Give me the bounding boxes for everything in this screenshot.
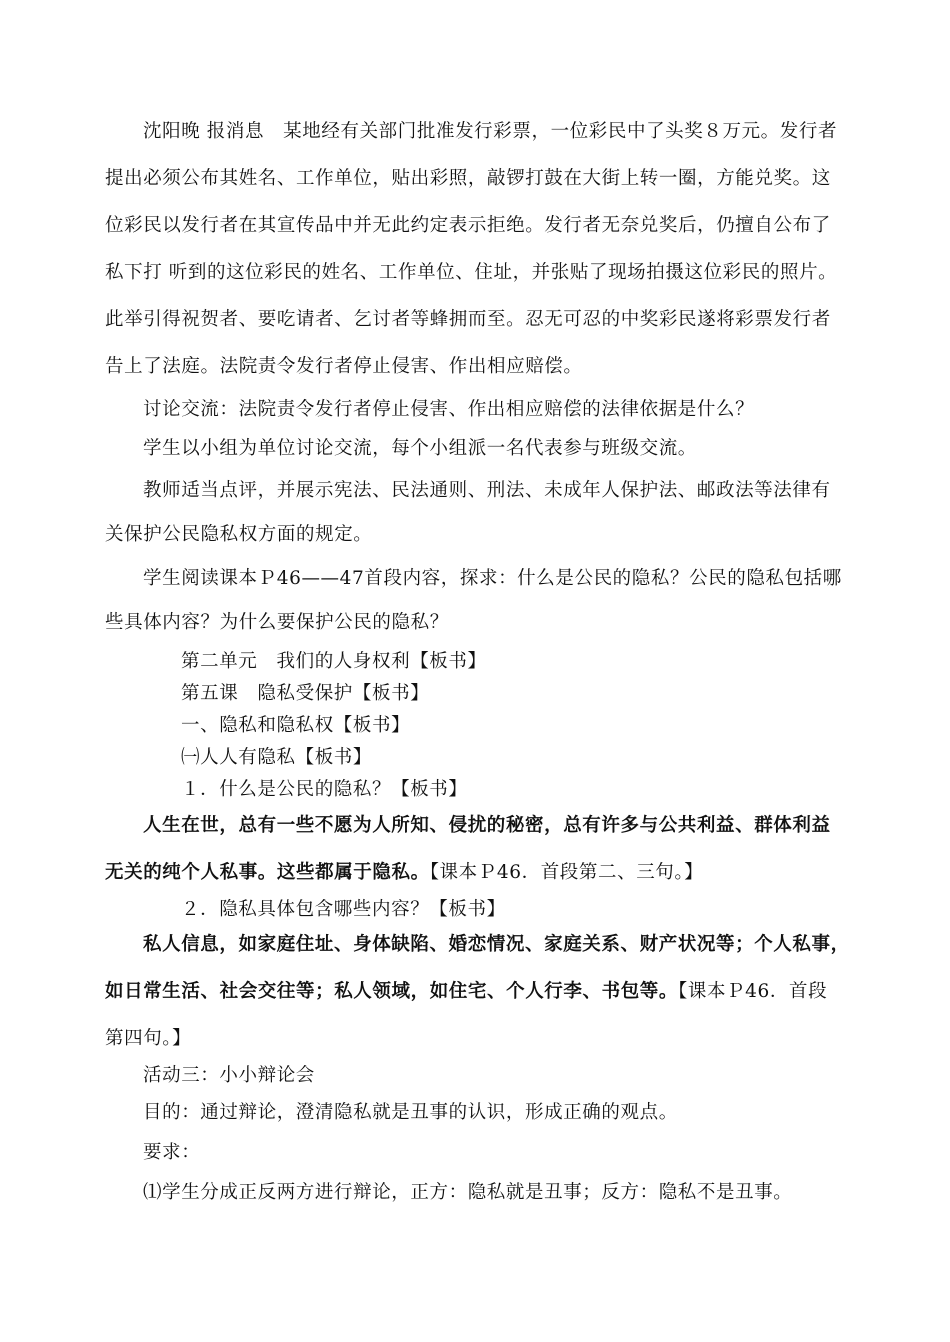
story-line-2: 提出必须公布其姓名、工作单位，贴出彩照，敲锣打鼓在大街上转一圈，方能兑奖。这 (105, 168, 831, 189)
definition-line-1: 人生在世，总有一些不愿为人所知、侵扰的秘密，总有许多与公共利益、群体利益 (143, 815, 831, 836)
board-lesson-heading: 第五课 隐私受保护【板书】 (181, 683, 430, 704)
reading-task-line-2: 些具体内容？为什么要保护公民的隐私？ (105, 612, 449, 633)
board-section-heading: 一、隐私和隐私权【板书】 (181, 715, 411, 736)
teacher-comment-line-1: 教师适当点评，并展示宪法、民法通则、刑法、未成年人保护法、邮政法等法律有 (143, 480, 831, 501)
board-question-2: ２．隐私具体包含哪些内容？【板书】 (181, 899, 506, 920)
story-line-1: 沈阳晚 报消息 某地经有关部门批准发行彩票，一位彩民中了头奖８万元。发行者 (143, 121, 838, 142)
definition-line-2 (105, 861, 703, 885)
definition-bold-text: 无关的纯个人私事。这些都属于隐私。 (105, 862, 430, 883)
teacher-comment-line-2: 关保护公民隐私权方面的规定。 (105, 524, 373, 545)
contents-bold-text: 如日常生活、社会交往等；私人领域，如住宅、个人行李、书包等。 (105, 981, 679, 1002)
contents-line-3: 第四句。】 (105, 1028, 192, 1049)
contents-line-1: 私人信息，如家庭住址、身体缺陷、婚恋情况、家庭关系、财产状况等；个人私事， (143, 934, 850, 955)
activity-requirements-label: 要求： (143, 1142, 201, 1163)
contents-line-2 (105, 980, 827, 1004)
activity-requirement-1: ⑴学生分成正反两方进行辩论，正方：隐私就是丑事；反方：隐私不是丑事。 (143, 1182, 793, 1203)
discussion-line: 讨论交流：法院责令发行者停止侵害、作出相应赔偿的法律依据是什么？ (143, 399, 755, 420)
board-subsection-heading: ㈠人人有隐私【板书】 (181, 747, 373, 768)
story-line-5: 此举引得祝贺者、要吃请者、乞讨者等蜂拥而至。忍无可忍的中奖彩民遂将彩票发行者 (105, 309, 831, 330)
story-line-4: 私下打 听到的这位彩民的姓名、工作单位、住址，并张贴了现场拍摄这位彩民的照片。 (105, 262, 838, 283)
definition-textbook-ref: 【课本Ｐ46．首段第二、三句。】 (429, 862, 704, 883)
story-line-6: 告上了法庭。法院责令发行者停止侵害、作出相应赔偿。 (105, 356, 583, 377)
board-question-1: １．什么是公民的隐私？【板书】 (181, 779, 468, 800)
reading-task-line-1: 学生阅读课本Ｐ46——47首段内容，探求：什么是公民的隐私？公民的隐私包括哪 (143, 568, 842, 589)
board-unit-heading: 第二单元 我们的人身权利【板书】 (181, 651, 487, 672)
activity-title: 活动三：小小辩论会 (143, 1065, 315, 1086)
story-line-3: 位彩民以发行者在其宣传品中并无此约定表示拒绝。发行者无奈兑奖后，仍擅自公布了 (105, 215, 831, 236)
group-exchange-line: 学生以小组为单位讨论交流，每个小组派一名代表参与班级交流。 (143, 438, 697, 459)
contents-textbook-ref: 【课本Ｐ46．首段 (678, 981, 828, 1002)
activity-goal: 目的：通过辩论，澄清隐私就是丑事的认识，形成正确的观点。 (143, 1102, 678, 1123)
